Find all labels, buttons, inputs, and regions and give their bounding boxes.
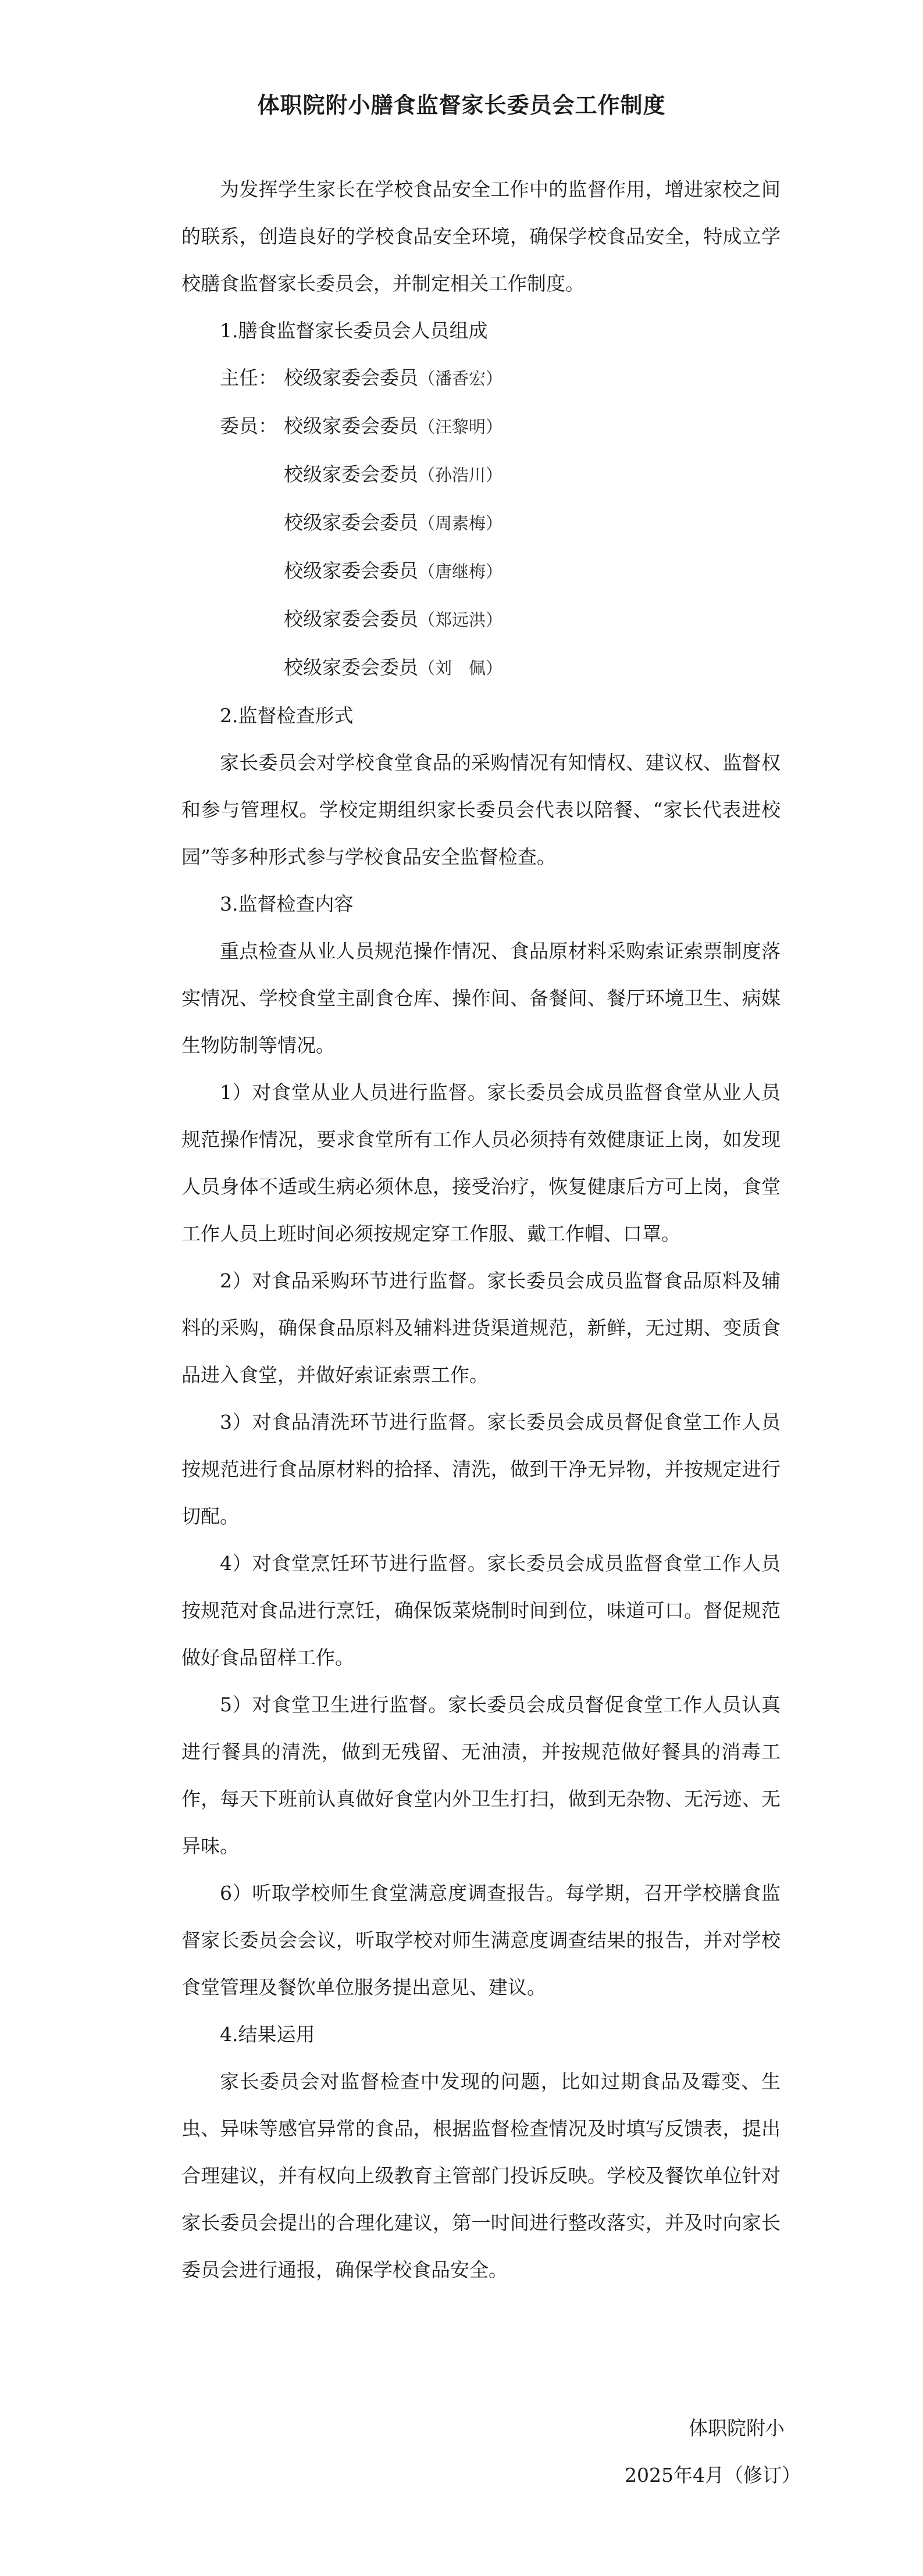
member-name: （刘 佩） xyxy=(418,658,503,678)
section-3-item-2: 2）对食品采购环节进行监督。家长委员会成员监督食品原料及辅料的采购，确保食品原料及辅料进货渠道规范，新鲜，无过期、变质食品进入食堂，并做好索证索票工作。 xyxy=(181,1269,781,1386)
signature-organization: 体职院附小 xyxy=(689,2417,785,2439)
section-4-paragraph: 家长委员会对监督检查中发现的问题，比如过期食品及霉变、生虫、异味等感官异常的食品，根据监督检查情况及时填写反馈表，提出合理建议，并有权向上级教育主管部门投诉反映。学校及餐饮单位针对家长委员会提出的合理化建议，第一时间进行整改落实，并及时向家长委员会进行通报，确保学校食品安全。 xyxy=(181,2070,781,2281)
document-title: 体职院附小膳食监督家长委员会工作制度 xyxy=(257,92,666,118)
member-line xyxy=(181,595,781,644)
section-3-item-5: 5）对食堂卫生进行监督。家长委员会成员督促食堂工作人员认真进行餐具的清洗，做到无残留、无油渍，并按规范做好餐具的消毒工作，每天下班前认真做好食堂内外卫生打扫，做到无杂物、无污迹、无异味。 xyxy=(181,1693,781,1857)
section-1-heading: 1.膳食监督家长委员会人员组成 xyxy=(220,319,488,342)
director-role-label: 主任： xyxy=(220,366,277,389)
section-2-paragraph: 家长委员会对学校食堂食品的采购情况有知情权、建议权、监督权和参与管理权。学校定期组织家长委员会代表以陪餐、“家长代表进校园”等多种形式参与学校食品安全监督检查。 xyxy=(181,751,781,868)
section-3-item-4: 4）对食堂烹饪环节进行监督。家长委员会成员监督食堂工作人员按规范对食品进行烹饪，确保饭菜烧制时间到位，味道可口。督促规范做好食品留样工作。 xyxy=(181,1552,781,1669)
member-name: （孙浩川） xyxy=(418,465,503,485)
member-line xyxy=(181,644,781,692)
signature-date: 2025年4月（修订） xyxy=(625,2464,801,2486)
member-title: 校级家委会委员 xyxy=(284,656,418,679)
director-title: 校级家委会委员 xyxy=(284,366,418,389)
member-title: 校级家委会委员 xyxy=(284,511,418,534)
member-title: 校级家委会委员 xyxy=(284,559,418,582)
section-3-heading: 3.监督检查内容 xyxy=(220,893,354,915)
signature-block xyxy=(625,2404,801,2499)
director-line xyxy=(181,354,781,402)
member-name: （周素梅） xyxy=(418,513,503,533)
member-line xyxy=(181,499,781,547)
director-name: （潘香宏） xyxy=(418,369,503,388)
member-name: （郑远洪） xyxy=(418,610,503,630)
member-line xyxy=(181,402,781,451)
section-3-item-3: 3）对食品清洗环节进行监督。家长委员会成员督促食堂工作人员按规范进行食品原材料的拾择、清洗，做到干净无异物，并按规定进行切配。 xyxy=(181,1411,781,1528)
section-4-heading: 4.结果运用 xyxy=(220,2023,315,2046)
member-name: （唐继梅） xyxy=(418,562,503,581)
member-name: （汪黎明） xyxy=(418,417,503,437)
members-role-label: 委员： xyxy=(220,415,277,437)
member-line xyxy=(181,547,781,595)
document-body xyxy=(181,166,781,2293)
member-title: 校级家委会委员 xyxy=(284,608,418,630)
section-3-item-6: 6）听取学校师生食堂满意度调查报告。每学期，召开学校膳食监督家长委员会会议，听取学校对师生满意度调查结果的报告，并对学校食堂管理及餐饮单位服务提出意见、建议。 xyxy=(181,1882,781,1999)
section-2-heading: 2.监督检查形式 xyxy=(220,704,354,727)
member-title: 校级家委会委员 xyxy=(284,463,418,486)
section-3-paragraph: 重点检查从业人员规范操作情况、食品原材料采购索证索票制度落实情况、学校食堂主副食仓库、操作间、备餐间、餐厅环境卫生、病媒生物防制等情况。 xyxy=(181,940,781,1057)
intro-paragraph: 为发挥学生家长在学校食品安全工作中的监督作用，增进家校之间的联系，创造良好的学校食品安全环境，确保学校食品安全，特成立学校膳食监督家长委员会，并制定相关工作制度。 xyxy=(181,178,781,295)
section-3-item-1: 1）对食堂从业人员进行监督。家长委员会成员监督食堂从业人员规范操作情况，要求食堂所有工作人员必须持有效健康证上岗，如发现人员身体不适或生病必须休息，接受治疗，恢复健康后方可上岗，食堂工作人员上班时间必须按规定穿工作服、戴工作帽、口罩。 xyxy=(181,1081,781,1245)
member-line xyxy=(181,451,781,499)
member-title: 校级家委会委员 xyxy=(284,415,418,437)
